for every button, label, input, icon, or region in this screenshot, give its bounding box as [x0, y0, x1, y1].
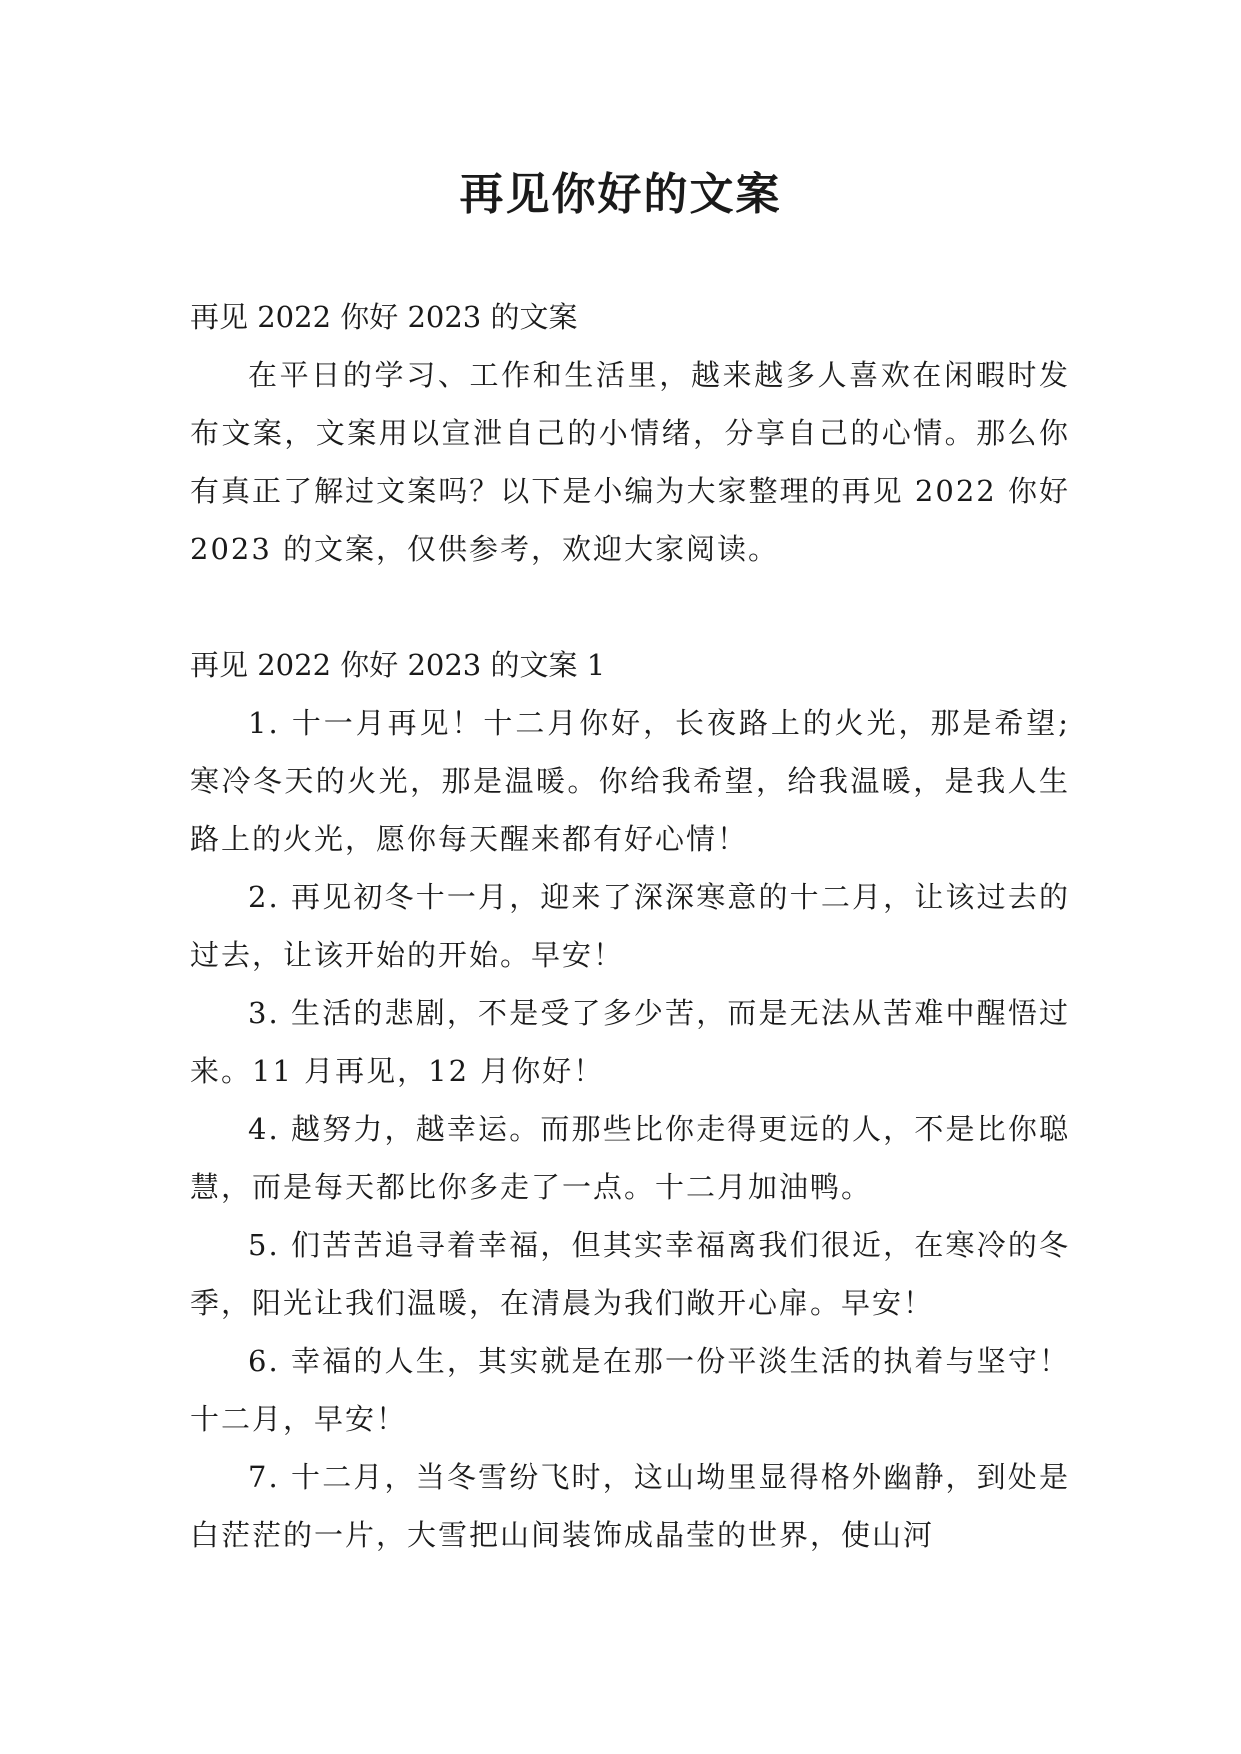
list-item: 4. 越努力，越幸运。而那些比你走得更远的人，不是比你聪慧，而是每天都比你多走了一点。十二月加油鸭。: [190, 1112, 1070, 1204]
section-spacer: [190, 578, 1070, 636]
list-item: 2. 再见初冬十一月，迎来了深深寒意的十二月，让该过去的过去，让该开始的开始。早安！: [190, 880, 1070, 972]
list-item: 5. 们苦苦追寻着幸福，但其实幸福离我们很近，在寒冷的冬季，阳光让我们温暖，在清晨为我们敞开心扉。早安！: [190, 1228, 1070, 1320]
document-body: [190, 288, 1070, 1564]
list-item: 3. 生活的悲剧，不是受了多少苦，而是无法从苦难中醒悟过来。11 月再见，12 月你好！: [190, 996, 1070, 1088]
section-heading: 再见 2022 你好 2023 的文案 1: [190, 648, 606, 682]
document-title: 再见你好的文案: [459, 169, 782, 220]
list-item: 6. 幸福的人生，其实就是在那一份平淡生活的执着与坚守！十二月，早安！: [190, 1344, 1070, 1436]
intro-paragraph: 在平日的学习、工作和生活里，越来越多人喜欢在闲暇时发布文案，文案用以宣泄自己的小情绪，分享自己的心情。那么你有真正了解过文案吗？以下是小编为大家整理的再见 2022 你好 2023 的文案，仅供参考，欢迎大家阅读。: [190, 358, 1070, 566]
intro-heading: 再见 2022 你好 2023 的文案: [190, 300, 578, 334]
list-item: 1. 十一月再见！十二月你好，长夜路上的火光，那是希望;寒冷冬天的火光，那是温暖。你给我希望，给我温暖，是我人生路上的火光，愿你每天醒来都有好心情！: [190, 706, 1070, 856]
list-item: 7. 十二月，当冬雪纷飞时，这山坳里显得格外幽静，到处是白茫茫的一片，大雪把山间装饰成晶莹的世界，使山河: [190, 1460, 1070, 1552]
